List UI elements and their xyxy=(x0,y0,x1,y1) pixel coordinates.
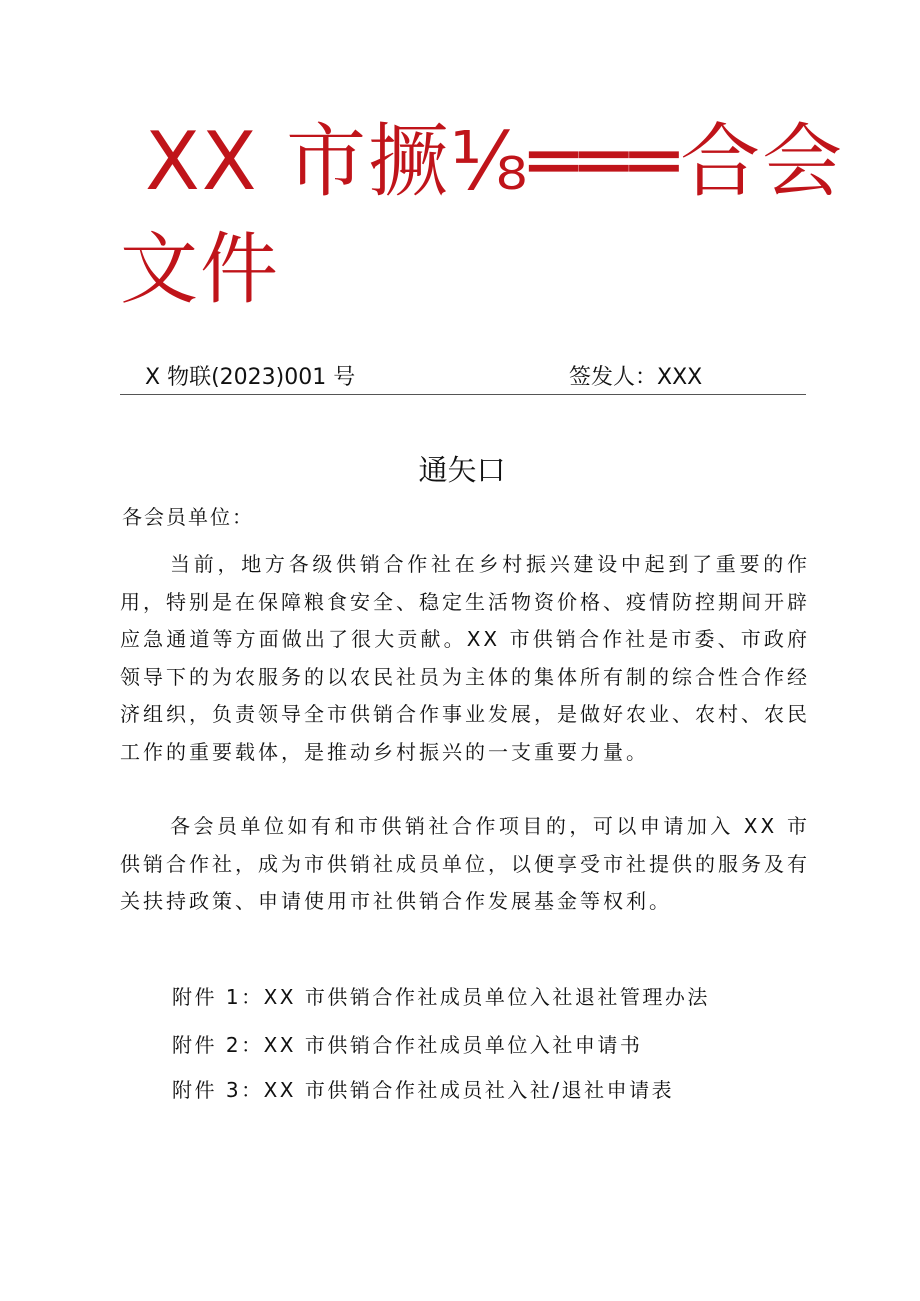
body-paragraph-2: 各会员单位如有和市供销社合作项目的，可以申请加入 XX 市供销合作社，成为市供销社成员单位，以便享受市社提供的服务及有关扶持政策、申请使用市社供销合作发展基金等权利。 xyxy=(120,814,810,913)
notice-title: 通矢口 xyxy=(418,453,506,487)
attachment-item-1: 附件 1：XX 市供销合作社成员单位入社退社管理办法 xyxy=(172,985,710,1009)
body-paragraph-1: 当前，地方各级供销合作社在乡村振兴建设中起到了重要的作用，特别是在保障粮食安全、稳定生活物资价格、疫情防控期间开辟应急通道等方面做出了很大贡献。XX 市供销合作社是市委、市政府领导下的为农服务的以农民社员为主体的集体所有制的综合性合作经济组织，负责领导全市供销合作事业发展，是做好农业、农村、农民工作的重要载体，是推动乡村振兴的一支重要力量。 xyxy=(120,552,810,764)
signer: 签发人：XXX xyxy=(569,365,703,390)
attachment-item-3: 附件 3：XX 市供销合作社成员社入社/退社申请表 xyxy=(172,1078,675,1102)
header-divider xyxy=(120,394,806,395)
salutation: 各会员单位： xyxy=(122,505,254,529)
document-header-title-line2: 文件 xyxy=(120,225,281,315)
document-header-title-line1: XX 市撅⅛═══合会 xyxy=(145,115,845,208)
document-number: X 物联(2023)001 号 xyxy=(145,365,356,390)
attachment-item-2: 附件 2：XX 市供销合作社成员单位入社申请书 xyxy=(172,1033,643,1057)
